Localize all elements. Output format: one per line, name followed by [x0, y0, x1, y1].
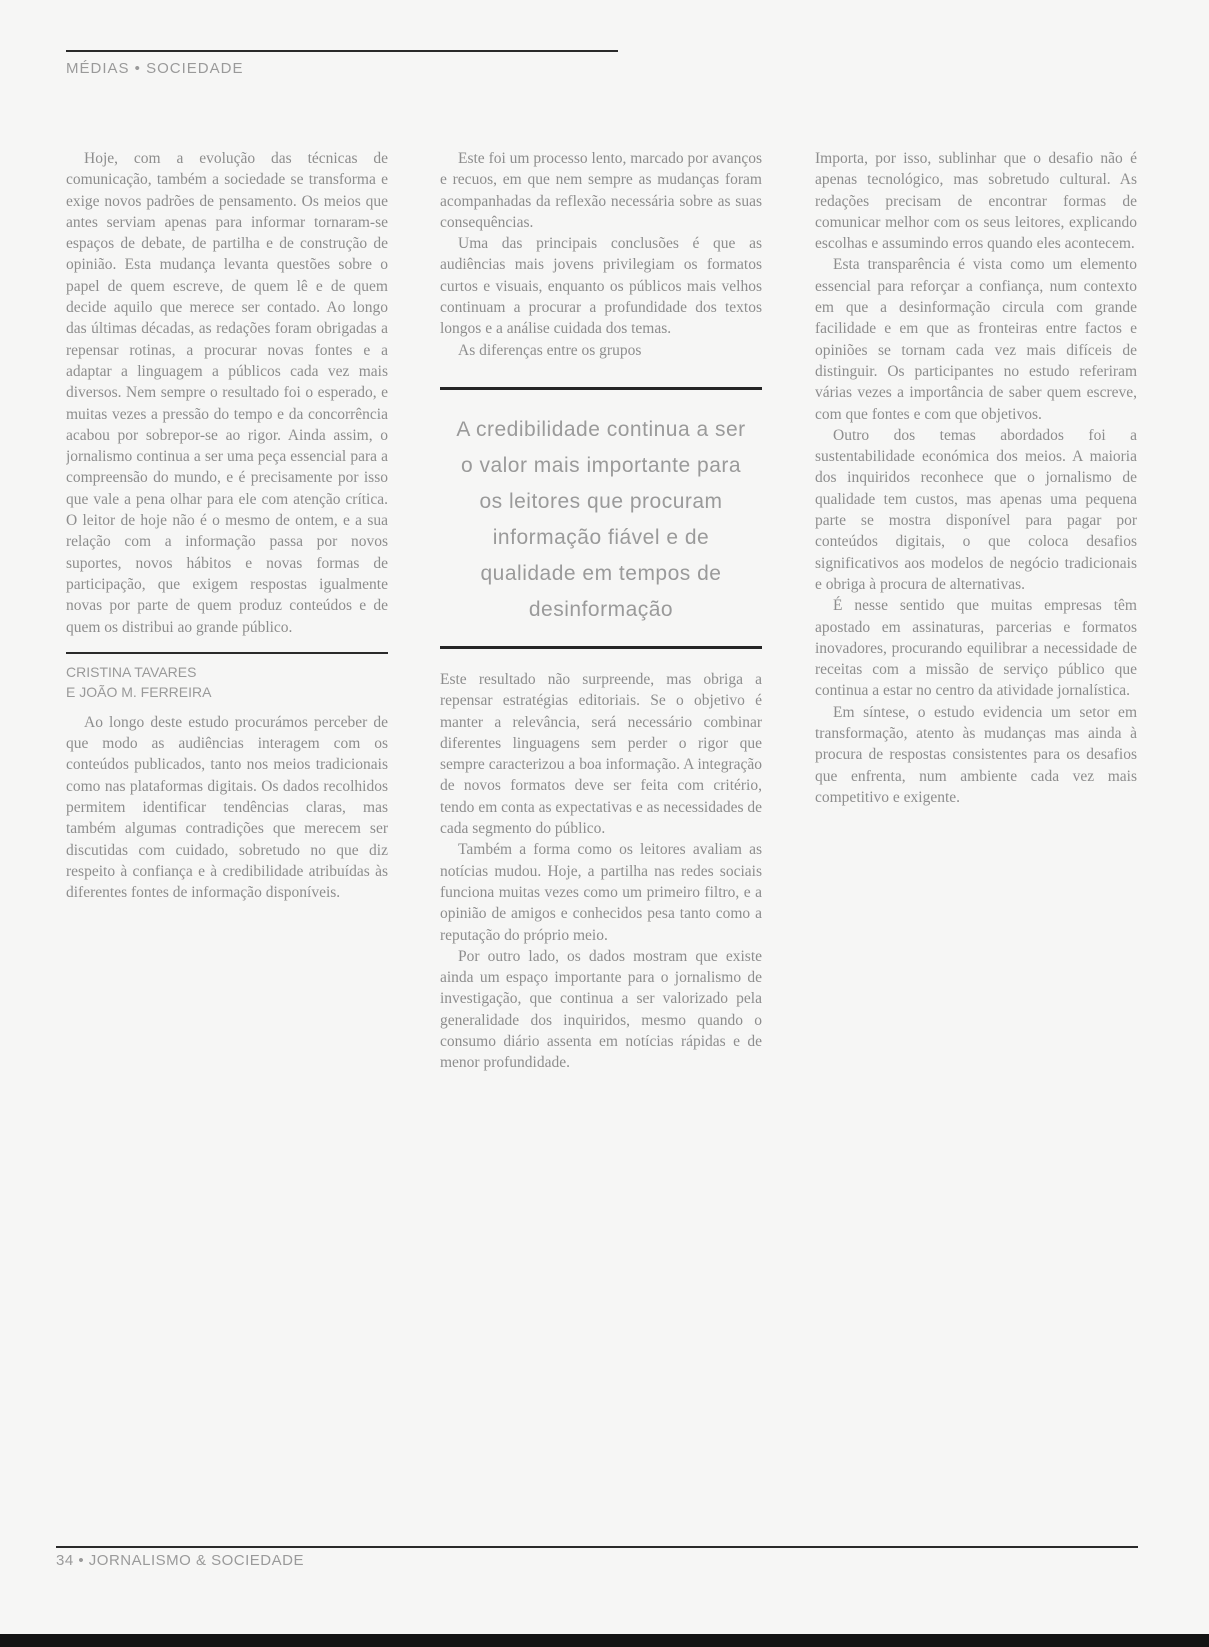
paragraph: Outro dos temas abordados foi a sustentabilidade económica dos meios. A maioria dos inquiridos reconhece que o jornalismo de qualidade tem custos, mas apenas uma pequena parte se mostra disponível para pagar por conteúdos digitais, o que coloca desafios significativos aos modelos de negócio tradicionais e obriga à procura de alternativas. [815, 426, 1137, 593]
column-2 [440, 148, 762, 1508]
pull-quote [440, 387, 762, 649]
pull-quote-rule-bottom [440, 646, 762, 649]
paragraph: É nesse sentido que muitas empresas têm apostado em assinaturas, parcerias e formatos inovadores, procurando equilibrar a necessidade de receitas com a missão de serviço público que continua a estar no centro da atividade jornalística. [815, 597, 1137, 700]
author-line: E JOÃO M. FERREIRA [66, 683, 212, 700]
paragraph: Em síntese, o estudo evidencia um setor em transformação, atento às mudanças mas ainda à procura de respostas consistentes para os desafios que enfrenta, num ambiente cada vez mais competitivo e exigente. [815, 703, 1137, 806]
paragraph: Também a forma como os leitores avaliam as notícias mudou. Hoje, a partilha nas redes sociais funciona muitas vezes como um primeiro filtro, e a opinião de amigos e conhecidos pesa tanto como a reputação do próprio meio. [440, 841, 762, 944]
paragraph: As diferenças entre os grupos [458, 341, 642, 359]
author-line: CRISTINA TAVARES [66, 663, 197, 680]
column-1 [66, 148, 388, 1508]
paragraph: Ao longo deste estudo procurámos perceber de que modo as audiências interagem com os conteúdos publicados, tanto nos meios tradicionais como nas plataformas digitais. Os dados recolhidos permitem identificar tendências claras, mas também algumas contradições que merecem ser discutidas com cuidado, sobretudo no que diz respeito à confiança e à credibilidade atribuídas às diferentes fontes de informação disponíveis. [66, 713, 388, 902]
section-header: MÉDIAS • SOCIEDADE [66, 60, 244, 77]
paragraph: Por outro lado, os dados mostram que existe ainda um espaço importante para o jornalismo de investigação, que continua a ser valorizado pela generalidade dos inquiridos, mesmo quando o consumo diário assenta em notícias rápidas e de menor profundidade. [440, 947, 762, 1072]
header-rule [66, 50, 618, 52]
author-block [66, 662, 388, 702]
paragraph: Este resultado não surpreende, mas obriga a repensar estratégias editoriais. Se o objetivo é manter a relevância, será necessário combinar diferentes linguagens sem perder o rigor que sempre caracterizou a boa informação. A integração de novos formatos deve ser feita com critério, tendo em conta as expectativas e as necessidades de cada segmento do público. [440, 670, 762, 838]
subsection-rule [66, 652, 388, 654]
footer-rule [56, 1546, 1138, 1548]
paragraph: Hoje, com a evolução das técnicas de comunicação, também a sociedade se transforma e exige novos padrões de pensamento. Os meios que antes serviam apenas para informar tornaram-se espaços de debate, de partilha e de construção de opinião. Esta mudança levanta questões sobre o papel de quem escreve, de quem lê e de quem decide aquilo que merece ser contado. Ao longo das últimas décadas, as redações foram obrigadas a repensar rotinas, a procurar novas fontes e a adaptar a linguagem a públicos cada vez mais diversos. Nem sempre o resultado foi o esperado, e muitas vezes a pressão do tempo e da concorrência acabou por sobrepor-se ao rigor. Ainda assim, o jornalismo continua a ser uma peça essencial para a compreensão do mundo, e é precisamente por isso que vale a pena olhar para ele com atenção crítica. O leitor de hoje não é o mesmo de ontem, e a sua relação com a informação passa por novos suportes, novos hábitos e novas formas de participação, que exigem respostas igualmente novas por parte de quem produz conteúdos e de quem os distribui ao grande público. [66, 150, 388, 636]
paragraph: Uma das principais conclusões é que as audiências mais jovens privilegiam os formatos curtos e visuais, enquanto os públicos mais velhos continuam a procurar a profundidade dos textos longos e a análise cuidada dos temas. [440, 235, 762, 338]
paragraph: Este foi um processo lento, marcado por avanços e recuos, em que nem sempre as mudanças foram acompanhadas da reflexão necessária sobre as suas consequências. [440, 150, 762, 231]
scan-edge [0, 1634, 1209, 1647]
paragraph: Esta transparência é vista como um elemento essencial para reforçar a confiança, num contexto em que a desinformação circula com grande facilidade e em que as fronteiras entre factos e opiniões se tornam cada vez mais difíceis de distinguir. Os participantes no estudo referiram várias vezes a importância de saber quem escreve, com que fontes e com que objetivos. [815, 256, 1137, 423]
column-3 [815, 148, 1137, 1508]
paragraph: Importa, por isso, sublinhar que o desafio não é apenas tecnológico, mas sobretudo cultural. As redações precisam de encontrar formas de comunicar melhor com os seus leitores, explicando escolhas e assumindo erros quando eles acontecem. [815, 150, 1137, 253]
page-footer: 34 • JORNALISMO & SOCIEDADE [56, 1552, 304, 1569]
pull-quote-text: A credibilidade continua a ser o valor mais importante para os leitores que procuram informação fiável e de qualidade em tempos de desinformação [456, 417, 746, 621]
